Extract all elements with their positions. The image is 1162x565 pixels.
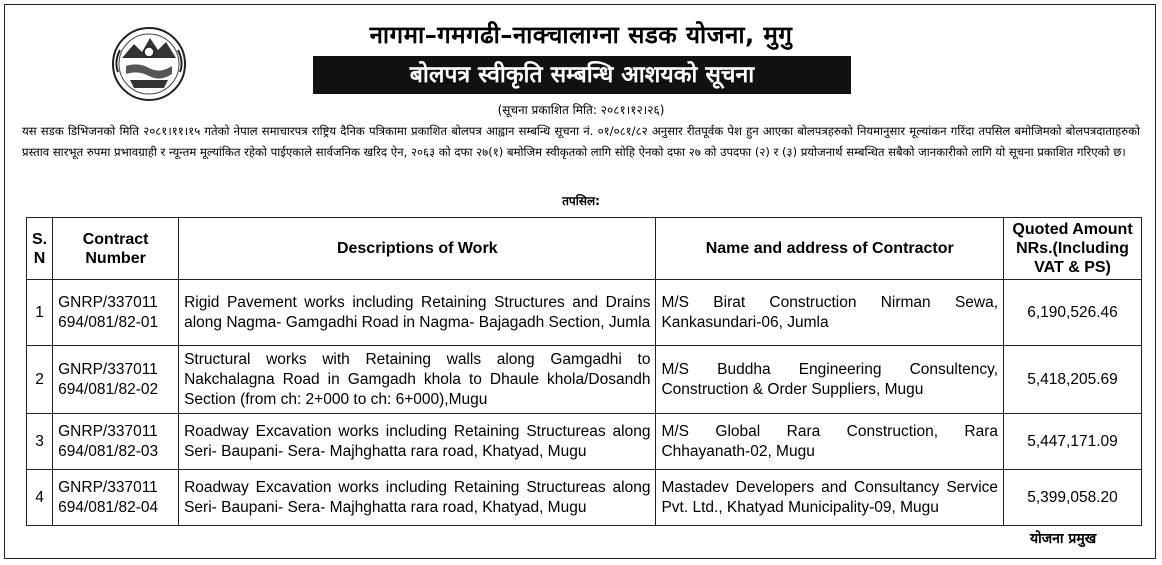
row-contract-number: GNRP/337011 694/081/82-04 <box>53 470 179 526</box>
row-description: Structural works with Retaining walls along Gamgadhi to Nakchalagna Road in Gamgadh khola to Dhaule khola/Dosandh Section (from ch: 2+000 to ch: 6+000),Mugu <box>179 346 656 414</box>
row-sn: 2 <box>27 346 53 414</box>
signature-label: योजना प्रमुख <box>1030 531 1097 547</box>
table-row <box>27 470 1142 526</box>
header-sn: S. N <box>27 218 53 280</box>
row-contract-number: GNRP/337011 694/081/82-01 <box>53 280 179 346</box>
table-header-row <box>27 218 1142 280</box>
row-description: Rigid Pavement works including Retaining Structures and Drains along Nagma- Gamgadhi Road in Nagma- Bajagadh Section, Jumla <box>179 280 656 346</box>
notice-paragraph: यस सडक डिभिजनको मिति २०८१।११।१५ गतेको नेपाल समाचारपत्र राष्ट्रिय दैनिक पत्रिकामा प्रकाशित बोलपत्र आह्वान सम्बन्धि सूचना नं. ०१/०८१/८२ अनुसार रीतपूर्वक पेश हुन आएका बोलपत्रहरुको नियमानुसार मूल्यांकन गरिंदा तपसिल बमोजिमको बोलपत्रदाताहरुको प्रस्ताव सारभूत रुपमा प्रभावग्राही र न्यून्तम मूल्यांकित रहेको पाईएकाले सार्वजनिक खरिद ऐन, २०६३ को दफा २७(१) बमोजिम स्वीकृतको लागि सोहि ऐनको दफा २७ को उपदफा (२) र (३) प्रयोजनार्थ सम्बन्धित सबैको जानकारीको लागि यो सूचना प्रकाशित गरिएको छ। <box>22 124 1140 159</box>
row-amount: 5,447,171.09 <box>1004 414 1142 470</box>
notice-title-banner: बोलपत्र स्वीकृति सम्बन्धि आशयको सूचना <box>313 56 851 94</box>
row-contract-number: GNRP/337011 694/081/82-03 <box>53 414 179 470</box>
row-contractor: Mastadev Developers and Consultancy Service Pvt. Ltd., Khatyad Municipality-09, Mugu <box>656 470 1004 526</box>
row-contractor: M/S Birat Construction Nirman Sewa, Kankasundari-06, Jumla <box>656 280 1004 346</box>
row-description: Roadway Excavation works including Retaining Structureas along Seri- Baupani- Sera- Majhghatta rara road, Khatyad, Mugu <box>179 414 656 470</box>
header-amount: Quoted Amount NRs.(Including VAT & PS) <box>1004 218 1142 280</box>
row-sn: 4 <box>27 470 53 526</box>
row-amount: 5,399,058.20 <box>1004 470 1142 526</box>
publish-date: (सूचना प्रकाशित मिति: २०८१।१२।२६) <box>497 103 665 117</box>
details-heading: तपसिल: <box>562 194 600 208</box>
header-contract-number: Contract Number <box>53 218 179 280</box>
row-sn: 1 <box>27 280 53 346</box>
row-contractor: M/S Buddha Engineering Consultency, Construction & Order Suppliers, Mugu <box>656 346 1004 414</box>
table-row <box>27 346 1142 414</box>
project-title: नागमा–गमगढी–नाक्चालाग्ना सडक योजना, मुगु <box>369 21 793 49</box>
row-sn: 3 <box>27 414 53 470</box>
row-description: Roadway Excavation works including Retaining Structureas along Seri- Baupani- Sera- Majhghatta rara road, Khatyad, Mugu <box>179 470 656 526</box>
table-row <box>27 414 1142 470</box>
contract-table <box>26 217 1142 526</box>
row-contractor: M/S Global Rara Construction, Rara Chhayanath-02, Mugu <box>656 414 1004 470</box>
row-amount: 5,418,205.69 <box>1004 346 1142 414</box>
header-description: Descriptions of Work <box>179 218 656 280</box>
row-contract-number: GNRP/337011 694/081/82-02 <box>53 346 179 414</box>
table-row <box>27 280 1142 346</box>
header-contractor: Name and address of Contractor <box>656 218 1004 280</box>
row-amount: 6,190,526.46 <box>1004 280 1142 346</box>
